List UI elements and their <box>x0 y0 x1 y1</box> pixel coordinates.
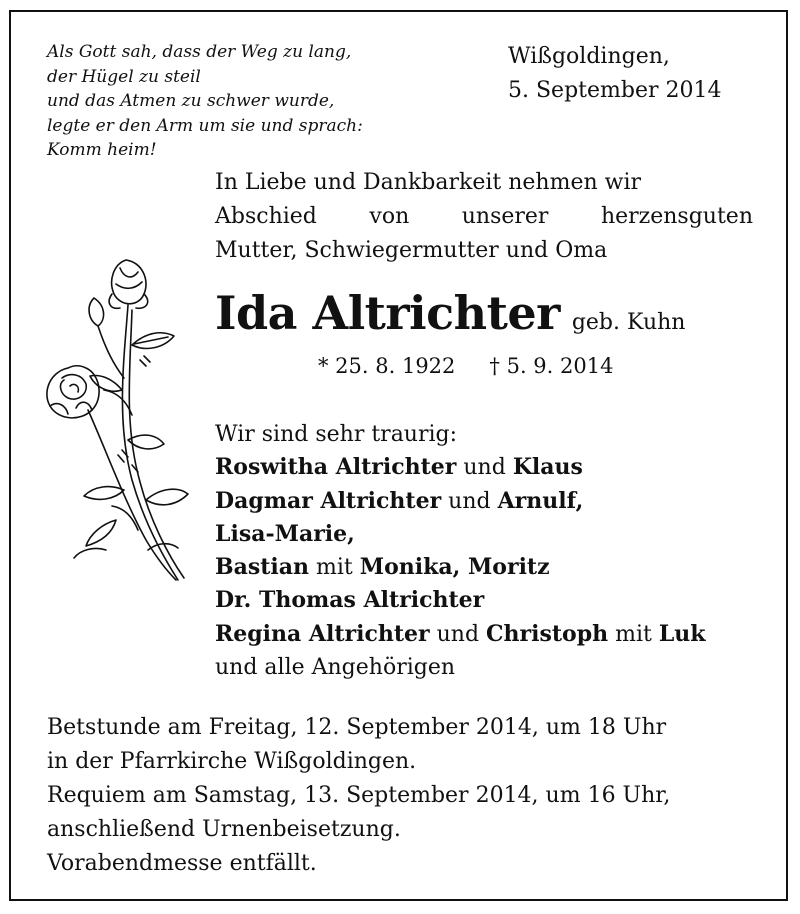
connector: und <box>441 488 498 514</box>
mourner-line <box>215 485 706 518</box>
rose-illustration <box>28 250 198 585</box>
intro-line: Mutter, Schwiegermutter und Oma <box>215 238 608 263</box>
service-line: Requiem am Samstag, 13. September 2014, um 16 Uhr, <box>47 783 671 808</box>
poem-line: der Hügel zu steil <box>47 66 201 87</box>
intro-word: unserer <box>461 204 549 229</box>
connector: mit <box>608 621 659 647</box>
service-info <box>47 711 670 881</box>
mourner-line <box>215 518 706 551</box>
connector: mit <box>309 555 360 581</box>
deceased-name-block <box>215 286 685 340</box>
connector: und <box>429 621 487 647</box>
intro-line: In Liebe und Dankbarkeit nehmen wir <box>215 170 642 195</box>
death-date: † 5. 9. 2014 <box>489 354 614 378</box>
poem-line: Als Gott sah, dass der Weg zu lang, <box>47 42 352 62</box>
service-line: Vorabendmesse entfällt. <box>47 851 317 876</box>
deceased-name: Ida Altrichter <box>215 286 560 340</box>
mourners-closing: und alle Angehörigen <box>215 655 456 681</box>
connector: und <box>456 455 513 481</box>
poem-line: Komm heim! <box>47 140 157 161</box>
mourner-name: Arnulf, <box>497 487 584 514</box>
mourner-name: Luk <box>658 620 706 647</box>
mourner-name: Bastian <box>215 554 310 581</box>
birth-date: * 25. 8. 1922 <box>318 354 456 378</box>
intro-line-justified <box>215 200 753 234</box>
mourner-name: Monika, Moritz <box>359 554 550 581</box>
maiden-name: geb. Kuhn <box>571 310 686 335</box>
mourner-name: Roswitha Altrichter <box>215 454 457 481</box>
mourner-line <box>215 551 706 584</box>
life-dates <box>318 354 613 378</box>
intro-word: Abschied <box>215 204 317 229</box>
mourner-name: Klaus <box>512 454 583 481</box>
service-line: in der Pfarrkirche Wißgoldingen. <box>47 749 417 774</box>
intro-text <box>215 166 753 268</box>
service-line: anschließend Urnenbeisetzung. <box>47 817 401 842</box>
mourners-intro: Wir sind sehr traurig: <box>215 422 458 447</box>
place-date <box>508 40 721 108</box>
poem-line: und das Atmen zu schwer wurde, <box>47 91 335 112</box>
mourner-name: Lisa-Marie, <box>215 520 355 547</box>
mourner-line <box>215 584 706 617</box>
mourner-name: Christoph <box>486 620 609 647</box>
poem <box>47 40 467 163</box>
mourner-name: Dr. Thomas Altrichter <box>215 587 485 614</box>
mourner-name: Dagmar Altrichter <box>215 487 442 514</box>
mourner-line <box>215 618 706 651</box>
service-line: Betstunde am Freitag, 12. September 2014, um 18 Uhr <box>47 715 667 740</box>
intro-word: herzensguten <box>600 204 753 229</box>
mourners-list <box>215 418 706 684</box>
intro-word: von <box>369 204 410 229</box>
mourner-line <box>215 451 706 484</box>
mourner-name: Regina Altrichter <box>215 620 430 647</box>
place: Wißgoldingen, <box>508 44 670 69</box>
notice-date: 5. September 2014 <box>508 78 722 103</box>
poem-line: legte er den Arm um sie und sprach: <box>47 115 363 136</box>
